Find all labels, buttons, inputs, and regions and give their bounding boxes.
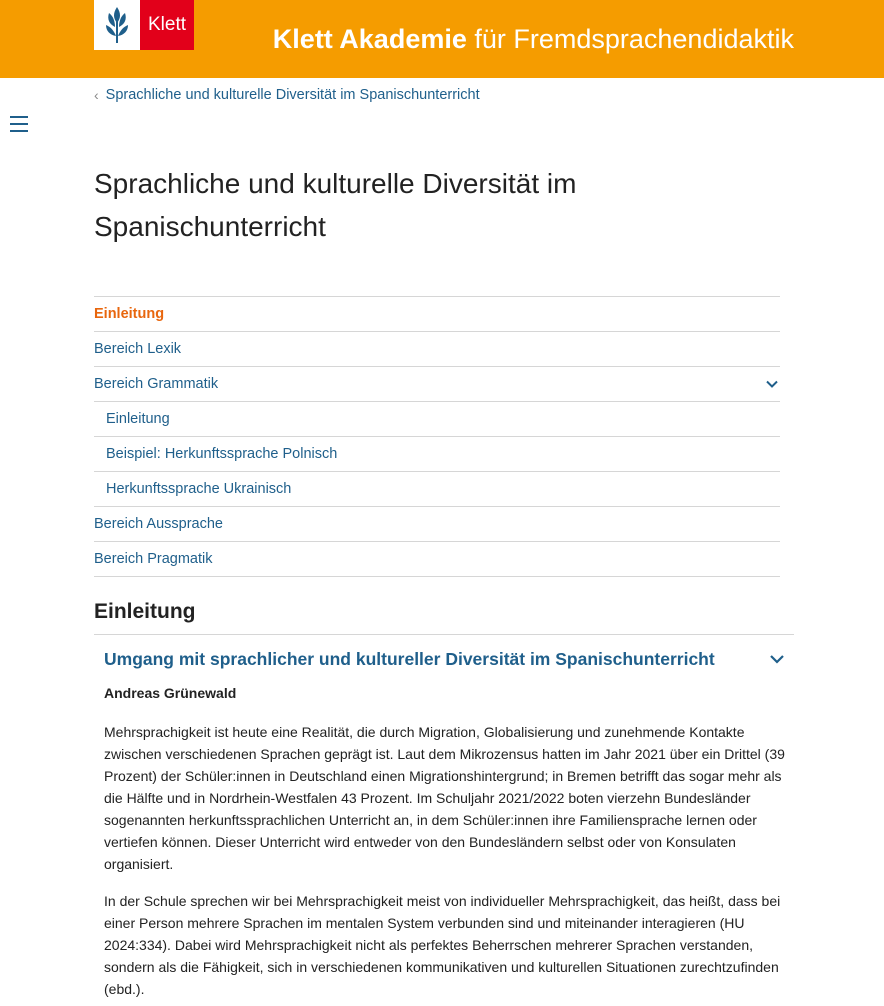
toc-item-label: Einleitung	[94, 306, 165, 322]
toc-item-lexik[interactable]	[94, 332, 780, 367]
table-of-contents	[94, 296, 780, 577]
toc-item-aussprache[interactable]	[94, 507, 780, 542]
hamburger-icon[interactable]	[10, 116, 28, 136]
site-title-bold: Klett Akademie	[272, 24, 467, 54]
chevron-down-icon[interactable]	[768, 650, 786, 668]
author-name: Andreas Grünewald	[104, 685, 237, 701]
accordion-title: Umgang mit sprachlicher und kultureller Diversität im Spanischunterricht	[104, 648, 715, 669]
site-title	[273, 22, 794, 56]
toc-item-grammatik[interactable]	[94, 367, 780, 402]
chevron-left-icon: ‹	[94, 87, 99, 103]
paragraph: In der Schule sprechen wir bei Mehrsprachigkeit meist von individueller Mehrsprachigkeit, das heißt, dass bei einer Person mehrere Sprachen im mentalen System verbunden sind und miteinander interagieren (HU 2024:334). Dabei wird Mehrsprachigkeit nicht als perfektes Beherrschen mehrerer Sprachen verstanden, sondern als die Fähigkeit, sich in verschiedenen kommunikativen und kulturellen Situationen zurechtzufinden (ebd.).	[104, 893, 781, 997]
toc-item-label: Bereich Aussprache	[94, 516, 223, 532]
klett-logo[interactable]	[94, 0, 194, 50]
breadcrumb-link[interactable]: Sprachliche und kulturelle Diversität im Spanischunterricht	[105, 87, 480, 103]
section-title: Einleitung	[94, 600, 196, 623]
site-header	[0, 0, 884, 78]
logo-text: Klett	[140, 0, 194, 50]
toc-item-label: Herkunftssprache Ukrainisch	[106, 481, 292, 497]
klett-logo-icon	[94, 0, 140, 50]
breadcrumb	[94, 87, 480, 103]
toc-item-label: Beispiel: Herkunftssprache Polnisch	[106, 446, 338, 462]
site-title-rest: für Fremdsprachendidaktik	[466, 24, 794, 54]
toc-subitem-polnisch[interactable]	[94, 437, 780, 472]
toc-item-label: Einleitung	[106, 411, 170, 427]
chevron-down-icon[interactable]	[764, 376, 780, 392]
toc-item-einleitung[interactable]	[94, 297, 780, 332]
accordion-header[interactable]	[104, 646, 786, 672]
paragraph: Mehrsprachigkeit ist heute eine Realität, die durch Migration, Globalisierung und zunehmende Kontakte zwischen verschiedenen Sprachen geprägt ist. Laut dem Mikrozensus hatten im Jahr 2021 über ein Drittel (39 Prozent) der Schüler:innen in Deutschland einen Migrationshintergrund; in Bremen betrifft das sogar mehr als die Hälfte und in Nordrhein-Westfalen 43 Prozent. Im Schuljahr 2021/2022 boten vierzehn Bundesländer sogenannten herkunftssprachlichen Unterricht an, in dem Schüler:innen ihre Familiensprache lernen oder vertiefen können. Dieser Unterricht wird entweder von den Bundesländern selbst oder von Konsulaten organisiert.	[104, 724, 785, 872]
divider	[94, 634, 794, 635]
toc-subitem-ukrainisch[interactable]	[94, 472, 780, 507]
toc-item-label: Bereich Lexik	[94, 341, 182, 357]
page-title: Sprachliche und kulturelle Diversität im Spanischunterricht	[94, 168, 577, 242]
toc-item-pragmatik[interactable]	[94, 542, 780, 577]
toc-subitem-einleitung[interactable]	[94, 402, 780, 437]
toc-item-label: Bereich Pragmatik	[94, 551, 213, 567]
toc-item-label: Bereich Grammatik	[94, 376, 219, 392]
